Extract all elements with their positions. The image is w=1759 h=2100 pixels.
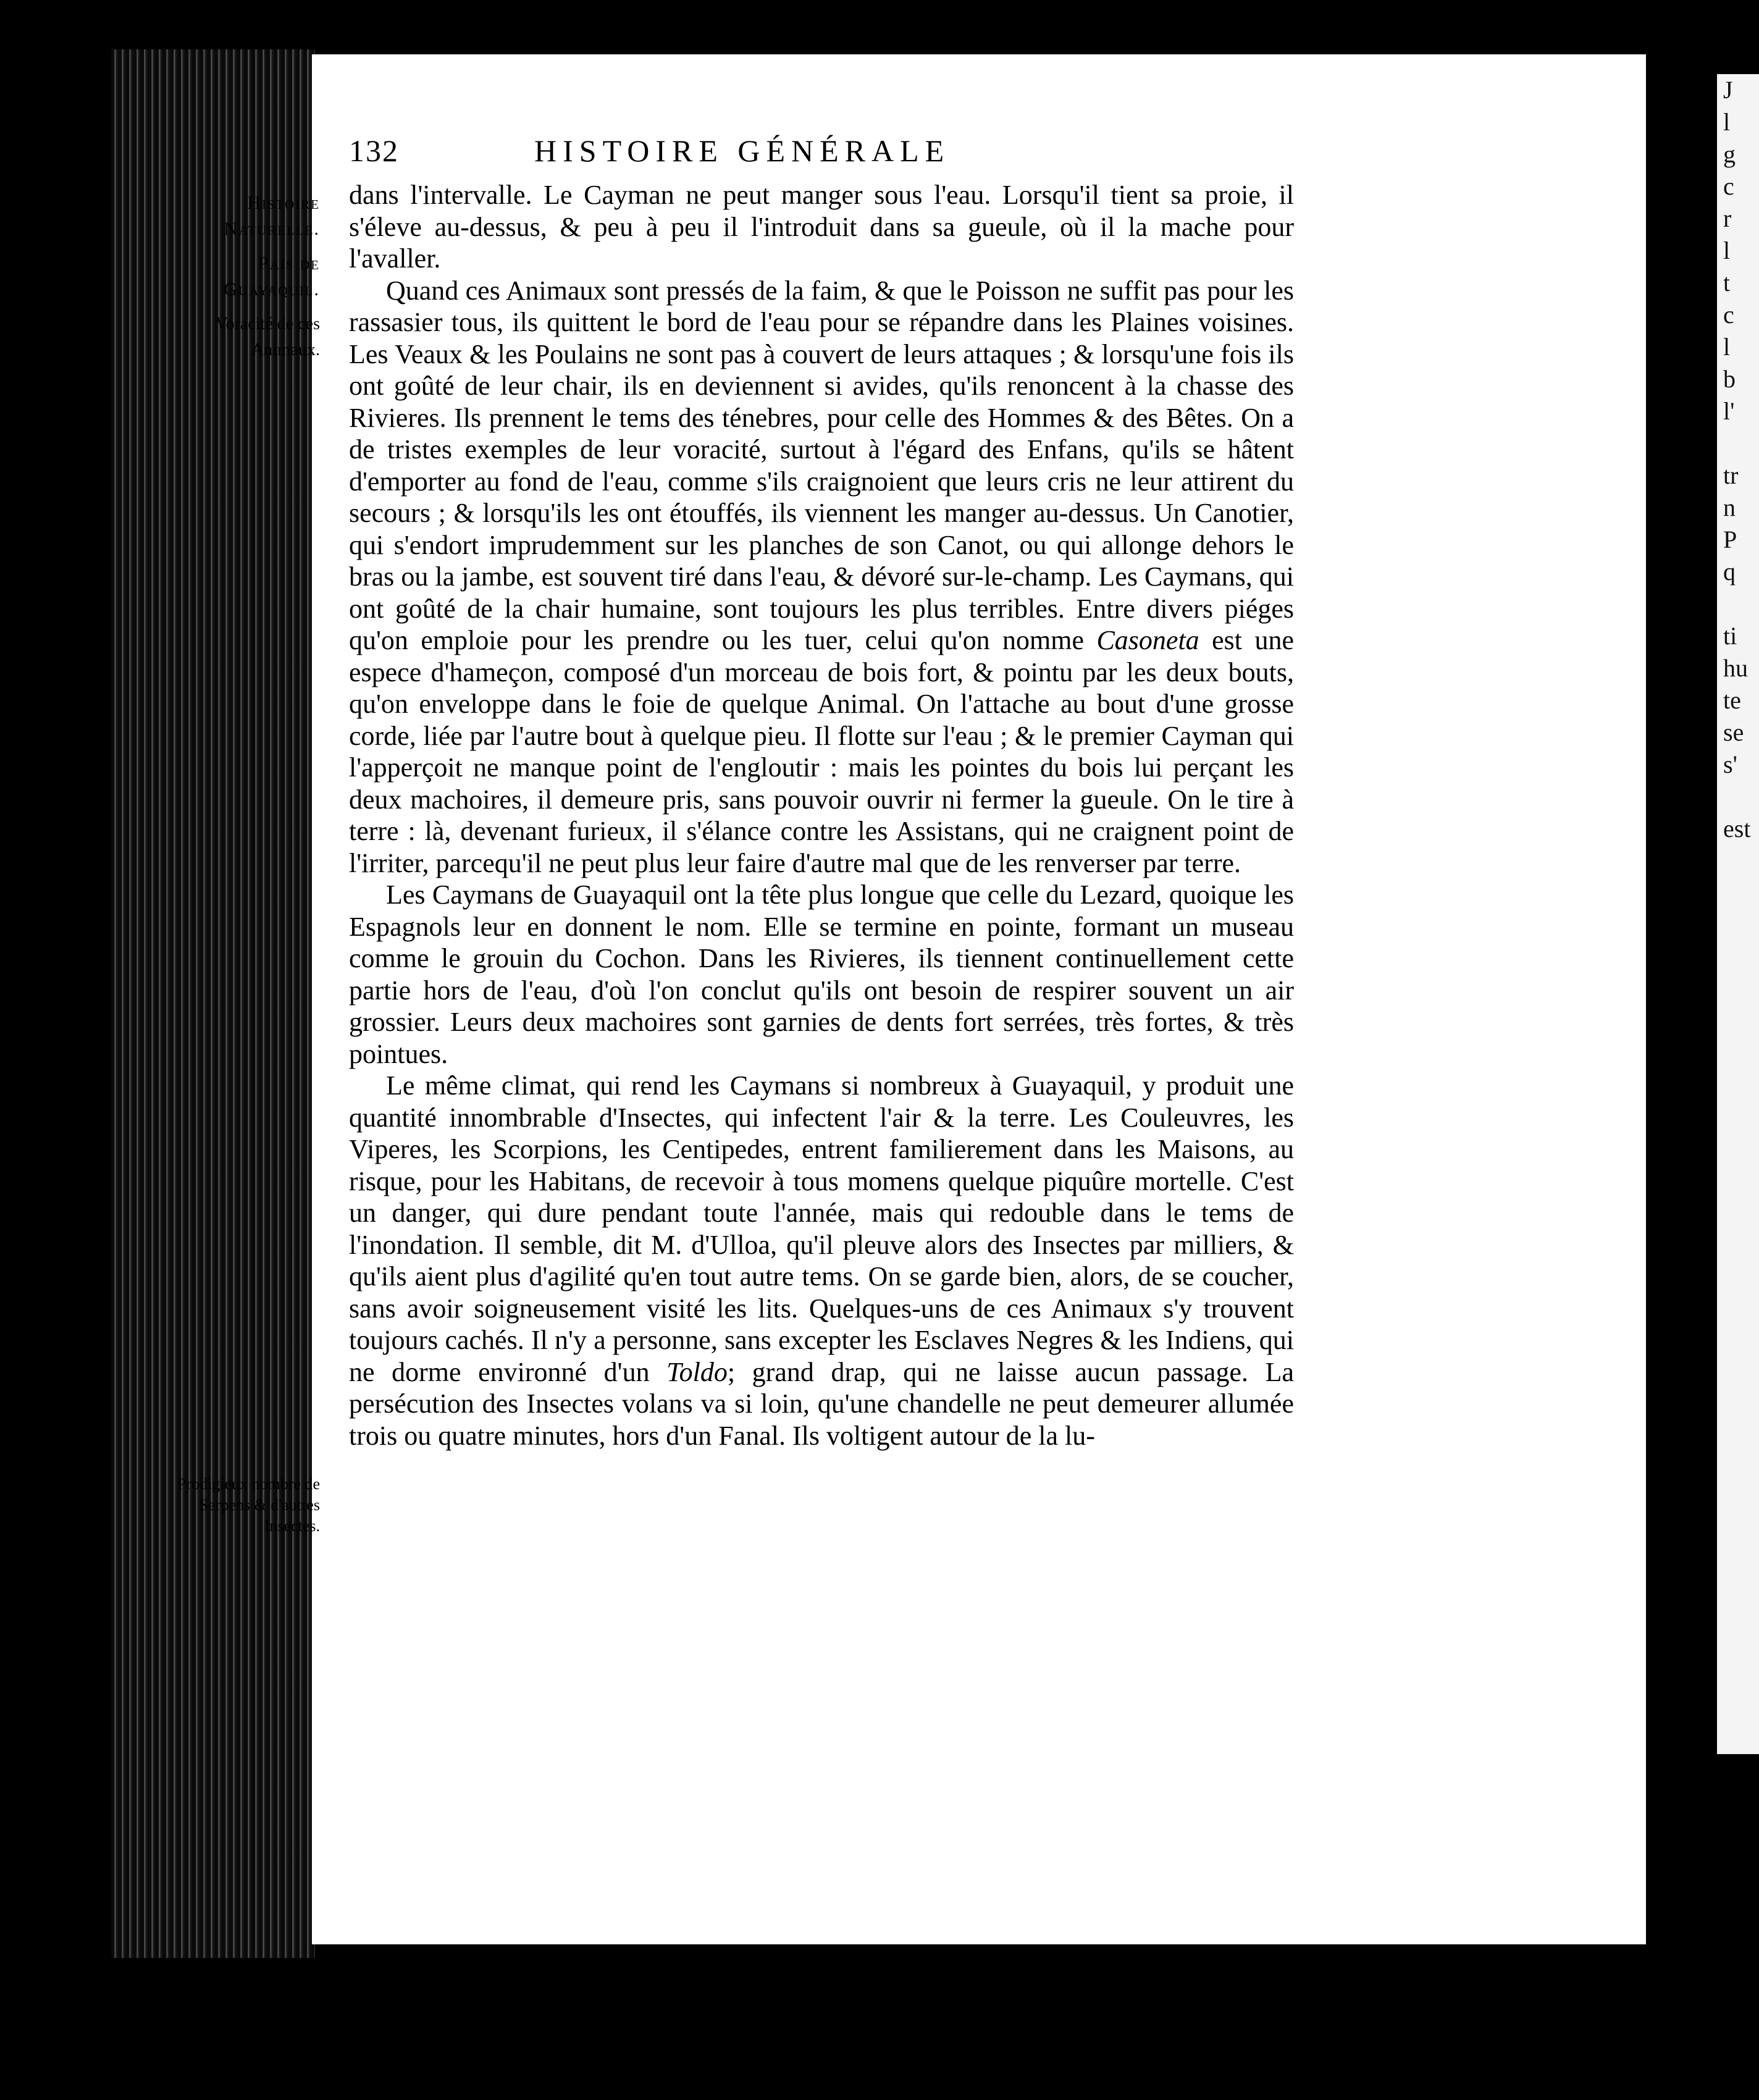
paragraph-4-part-a: Le même climat, qui rend les Caymans si nombreux à Guayaquil, y produit une quantité innombrable d'Insectes, qui infectent l'air & la terre. Les Couleuvres, les Viperes, les Scorpions, les Centipedes, entrent familierement dans les Maisons, au risque, pour les Habitans, de recevoir à tous momens quelque piquûre mortelle. C'est un danger, qui dure pendant toute l'année, mais qui redouble dans le tems de l'inondation. Il semble, dit M. d'Ulloa, qu'il pleuve alors des Insectes par milliers, & qu'ils aient plus d'agilité qu'en tout autre tems. On se garde bien, alors, de se coucher, sans avoir soigneusement visité les lits. Quelques-uns de ces Animaux s'y trouvent toujours cachés. Il n'y a personne, sans excepter les Esclaves Negres & les Indiens, qui ne dorme environné d'un xyxy=(349,1070,1294,1387)
margin-note-insects: Prodigieux nombre de Serpens & d'autres Insectes. xyxy=(177,1475,320,1535)
body-text xyxy=(349,179,1294,1451)
paragraph-1: dans l'intervalle. Le Cayman ne peut manger sous l'eau. Lorsqu'il tient sa proie, il s'éleve au-dessus, & peu à peu il l'introduit dans sa gueule, où il la mache pour l'avaller. xyxy=(349,180,1294,274)
paragraph-2-part-a: Quand ces Animaux sont pressés de la faim, & que le Poisson ne suffit pas pour les rassasier tous, ils quittent le bord de l'eau pour se répandre dans les Plaines voisines. Les Veaux & les Poulains ne sont pas à couvert de leurs attaques ; & lorsqu'une fois ils ont goûté de leur chair, ils en deviennent si avides, qu'ils renoncent à la chasse des Rivieres. Ils prennent le tems des ténebres, pour celle des Hommes & des Bêtes. On a de tristes exemples de leur voracité, surtout à l'égard des Enfans, qu'ils se hâtent d'emporter au fond de l'eau, comme s'ils craignoient que leurs cris ne leur attirent du secours ; & lorsqu'ils les ont étouffés, ils viennent les manger au-dessus. Un Canotier, qui s'endort imprudemment sur les planches de son Canot, ou qui allonge dehors le bras ou la jambe, est souvent tiré dans l'eau, & dévoré sur-le-champ. Les Caymans, qui ont goûté de la chair humaine, sont toujours les plus terribles. Entre divers piéges qu'on emploie pour les prendre ou les tuer, celui qu'on nomme xyxy=(349,275,1294,655)
paragraph-4-term: Toldo xyxy=(666,1356,728,1387)
margin-notes xyxy=(167,190,320,1535)
paragraph-2-part-b: est une espece d'hameçon, composé d'un morceau de bois fort, & pointu par les deux bouts, qu'on enveloppe dans le foie de quelque Animal. On l'attache au bout d'une grosse corde, liée par l'autre bout à quelque pieu. Il flotte sur l'eau ; & le premier Cayman qui l'apperçoit ne manque point de l'engloutir : mais les pointes du bois lui perçant les deux machoires, il demeure pris, sans pouvoir ouvrir ni fermer la gueule. On le tire à terre : là, devenant furieux, il s'élance contre les Assistans, qui ne craignent point de l'irriter, parcequ'il ne peut plus leur faire d'autre mal que de les renverser par terre. xyxy=(349,625,1294,878)
facing-page-text: J l g c r l t c l b l' tr n P q ti hu te se s' est xyxy=(1723,76,1751,842)
running-head xyxy=(349,133,1461,170)
margin-note-country-line1: Païs de xyxy=(258,253,320,274)
margin-note-country xyxy=(167,251,320,303)
margin-note-section-line2: Naturelle. xyxy=(224,219,320,239)
margin-note-voracity: Voracité de ces Animaux. xyxy=(216,314,320,359)
facing-page-fragment xyxy=(1717,74,1759,1754)
margin-note-section-line1: Histoire xyxy=(247,193,320,213)
paragraph-4-part-b: ; grand drap, qui ne laisse aucun passage. La persécution des Insectes volans va si loin, qu'une chandelle ne peut demeurer allumée trois ou quatre minutes, hors d'un Fanal. Ils voltigent autour de la lu- xyxy=(349,1356,1294,1451)
paragraph-2-term: Casoneta xyxy=(1096,625,1199,655)
paragraph-3: Les Caymans de Guayaquil ont la tête plus longue que celle du Lezard, quoique les Espagnols leur en donnent le nom. Elle se termine en pointe, formant un museau comme le grouin du Cochon. Dans les Rivieres, ils tiennent continuellement cette partie hors de l'eau, d'où l'on conclut qu'ils ont besoin de respirer souvent un air grossier. Leurs deux machoires sont garnies de dents fort serrées, très fortes, & très pointues. xyxy=(349,880,1294,1069)
paragraph-2 xyxy=(349,275,1294,880)
running-title: HISTOIRE GÉNÉRALE xyxy=(534,133,951,168)
margin-note-section xyxy=(167,190,320,242)
margin-note-country-line2: Guayaquil. xyxy=(224,279,320,300)
paragraph-4 xyxy=(349,1070,1294,1451)
page-number: 132 xyxy=(349,133,399,168)
